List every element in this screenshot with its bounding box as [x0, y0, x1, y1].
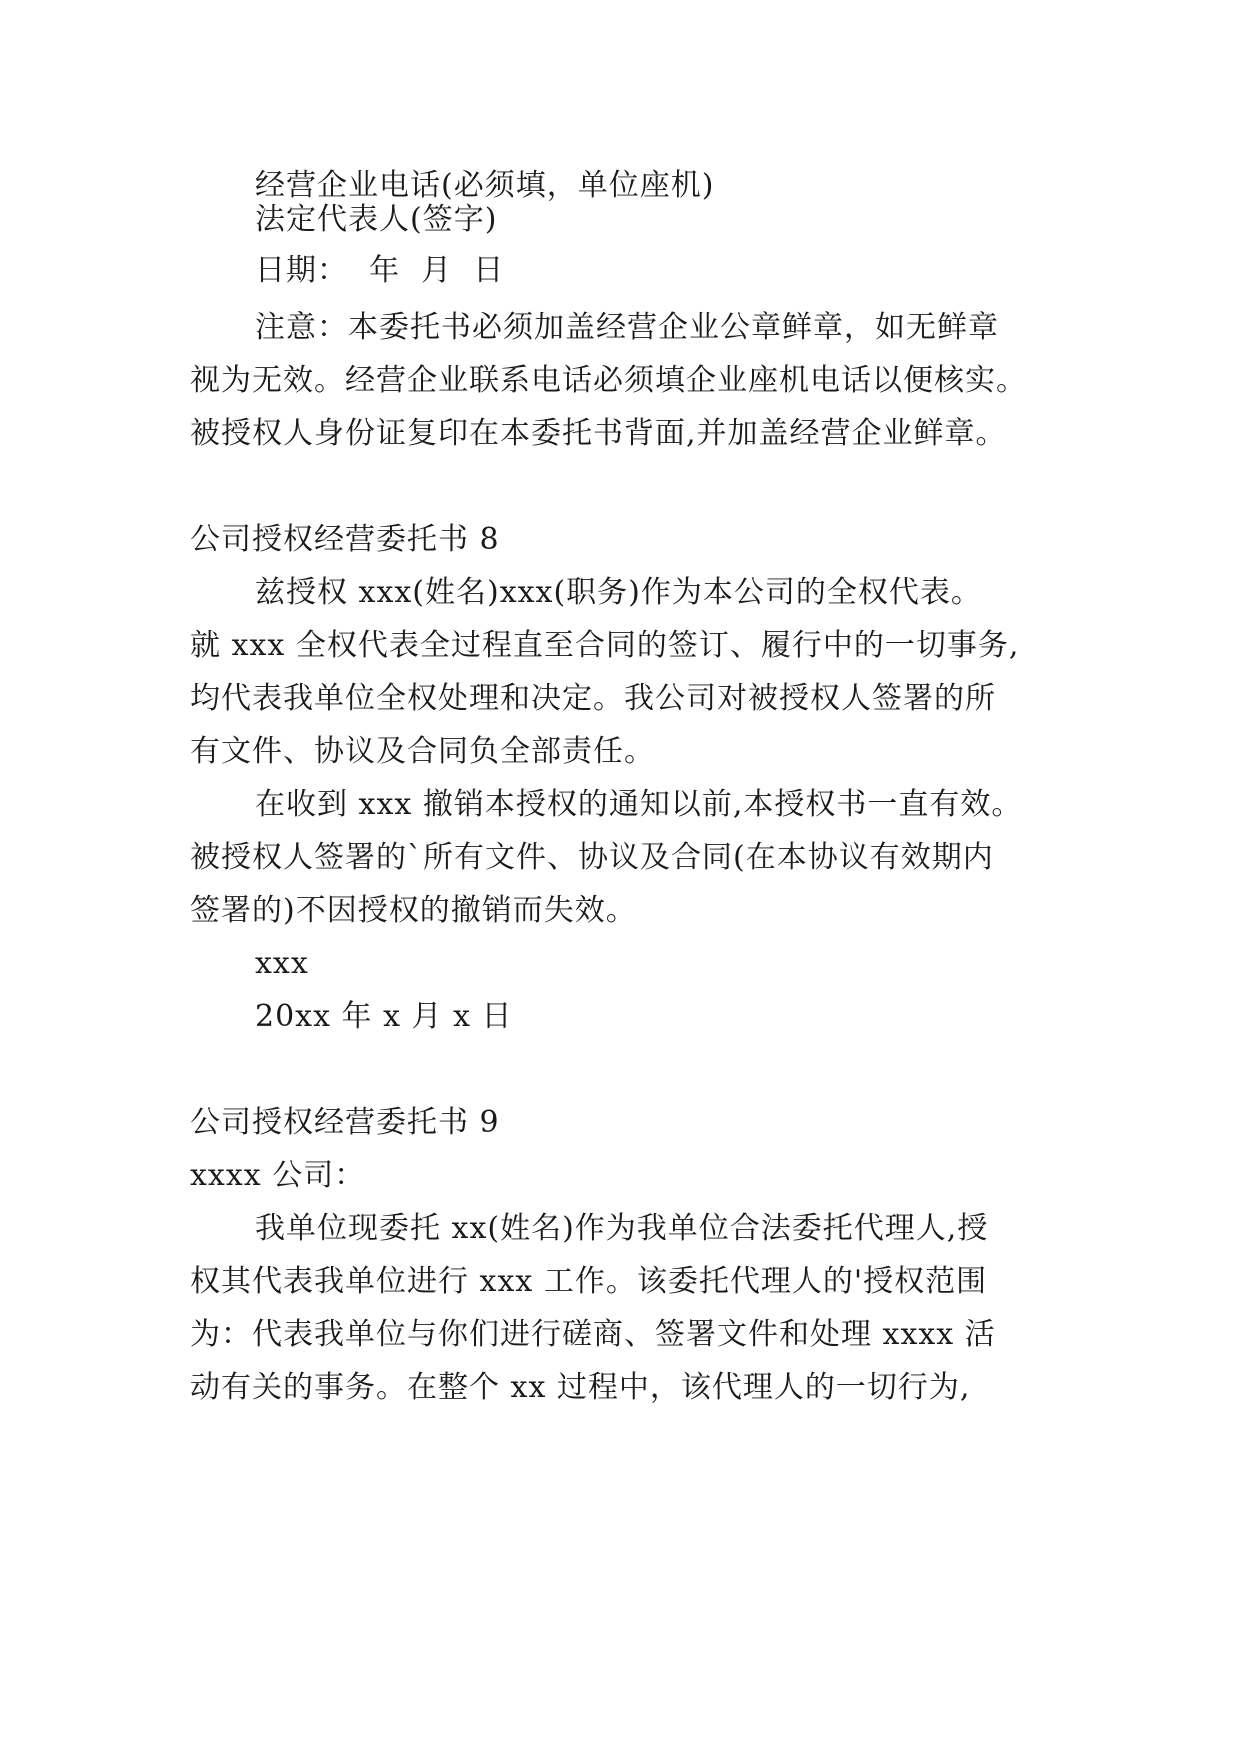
section8-paragraph2-line-2: 被授权人签署的`所有文件、协议及合同(在本协议有效期内 [190, 840, 994, 875]
phone-line: 经营企业电话(必须填，单位座机) [255, 168, 715, 203]
section9-paragraph-line-1: 我单位现委托 xx(姓名)作为我单位合法委托代理人,授 [255, 1211, 989, 1246]
section8-date: 20xx 年 x 月 x 日 [255, 999, 513, 1034]
notice-paragraph-line-2: 视为无效。经营企业联系电话必须填企业座机电话以便核实。 [190, 363, 1027, 398]
section8-paragraph1-line-2: 就 xxx 全权代表全过程直至合同的签订、履行中的一切事务, [190, 628, 1020, 663]
section-heading-9: 公司授权经营委托书 9 [190, 1105, 500, 1140]
section8-paragraph2-line-1: 在收到 xxx 撤销本授权的通知以前,本授权书一直有效。 [255, 787, 1023, 822]
section8-paragraph2-line-3: 签署的)不因授权的撤销而失效。 [190, 893, 637, 928]
section8-paragraph1-line-1: 兹授权 xxx(姓名)xxx(职务)作为本公司的全权代表。 [255, 575, 982, 610]
section9-addressee: xxxx 公司： [190, 1158, 366, 1193]
date-line: 日期： 年 月 日 [255, 253, 505, 288]
section-heading-8: 公司授权经营委托书 8 [190, 522, 500, 557]
section8-paragraph1-line-3: 均代表我单位全权处理和决定。我公司对被授权人签署的所 [190, 681, 996, 716]
section8-paragraph1-line-4: 有文件、协议及合同负全部责任。 [190, 734, 655, 769]
legal-rep-signature-line: 法定代表人(签字) [255, 202, 498, 237]
section9-paragraph-line-4: 动有关的事务。在整个 xx 过程中，该代理人的一切行为, [190, 1370, 971, 1405]
section9-paragraph-line-3: 为：代表我单位与你们进行磋商、签署文件和处理 xxxx 活 [190, 1317, 996, 1352]
section9-paragraph-line-2: 权其代表我单位进行 xxx 工作。该委托代理人的'授权范围 [190, 1264, 988, 1299]
notice-paragraph-line-1: 注意：本委托书必须加盖经营企业公章鲜章，如无鲜章 [255, 310, 999, 345]
notice-paragraph-line-3: 被授权人身份证复印在本委托书背面,并加盖经营企业鲜章。 [190, 416, 1007, 451]
section8-signer: xxx [255, 946, 309, 981]
